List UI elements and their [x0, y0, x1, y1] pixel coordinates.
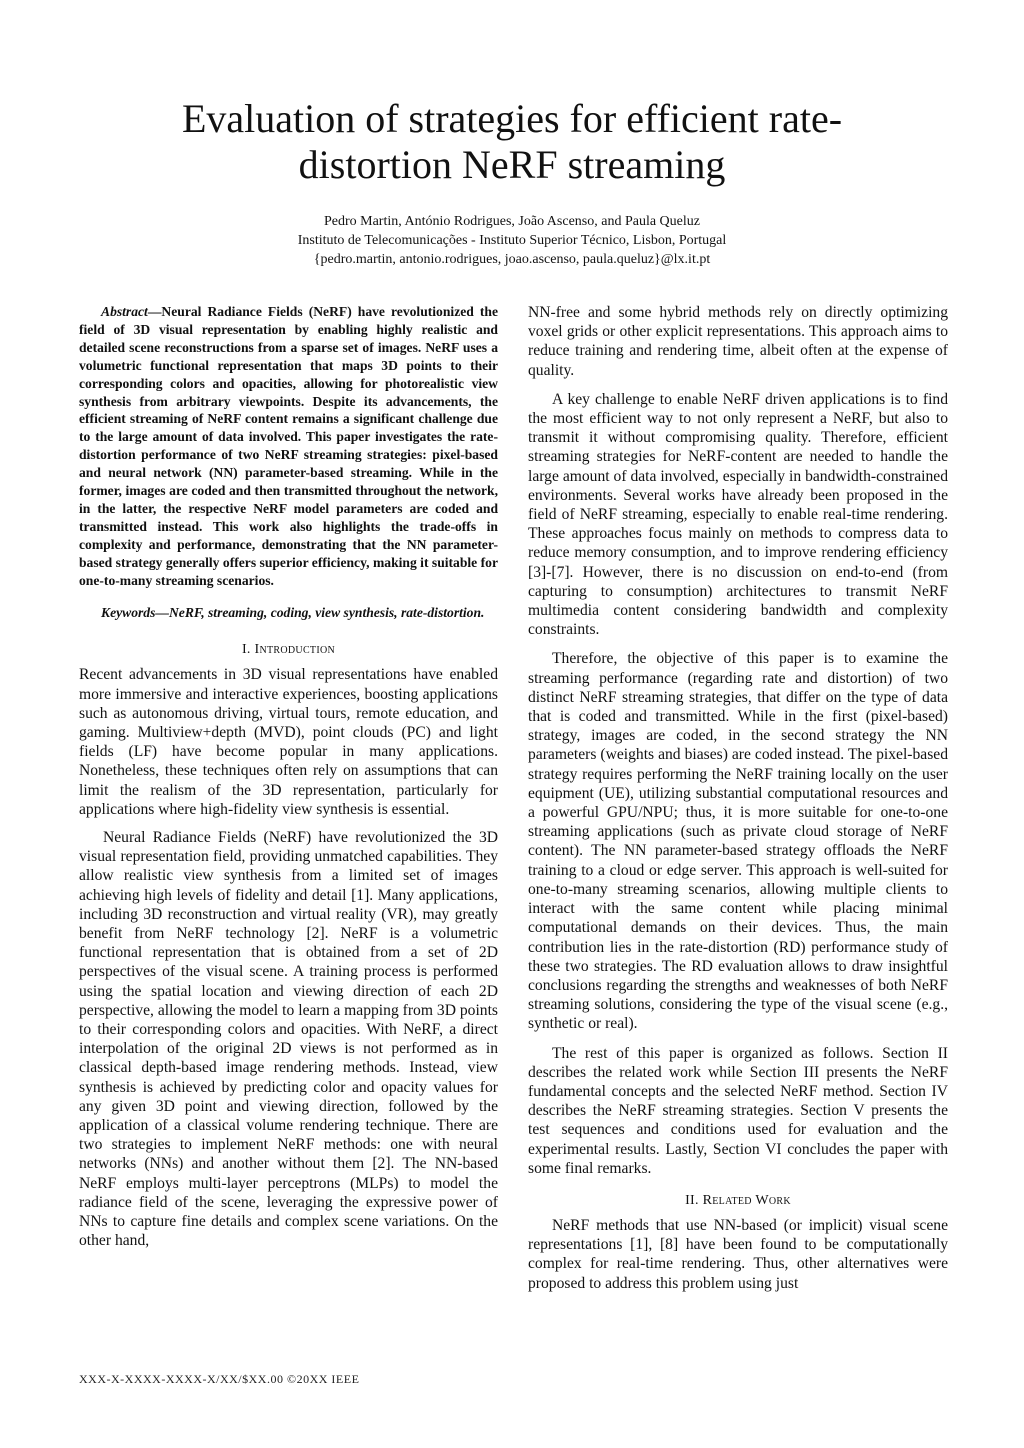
abstract-text: —Neural Radiance Fields (NeRF) have revolutionized the field of 3D visual representation by enabling highly realistic and detailed scene reconstructions from a sparse set of images. NeRF uses a volumetric functional representation that maps 3D points to their corresponding colors and opacities, allowing for photorealistic view synthesis from arbitrary viewpoints. Despite its advancements, the efficient streaming of NeRF content remains a significant challenge due to the large amount of data involved. This paper investigates the rate-distortion performance of two NeRF streaming strategies: pixel-based and neural network (NN) parameter-based streaming. While in the former, images are coded and then transmitted throughout the network, in the latter, the respective NeRF model parameters are coded and transmitted instead. This work also highlights the trade-offs in complexity and performance, demonstrating that the NN parameter-based strategy generally offers superior efficiency, making it suitable for one-to-many streaming scenarios. — [79, 304, 498, 588]
paragraph: NeRF methods that use NN-based (or implicit) visual scene representations [1], [8] have been found to be computationally complex for real-time rendering. Thus, other alternatives were proposed to address this problem using just — [528, 1216, 948, 1292]
paragraph: Recent advancements in 3D visual representations have enabled more immersive and interactive experiences, boosting applications such as autonomous driving, virtual tours, remote education, and gaming. Multiview+depth (MVD), point clouds (PC) and light fields (LF) have become popular in many applications. Nonetheless, these techniques often rely on assumptions that can limit the realism of the 3D representation, particularly for applications where high-fidelity view synthesis is essential. — [79, 666, 498, 818]
section-heading-introduction: I. Introduction — [241, 642, 336, 658]
paragraph: Neural Radiance Fields (NeRF) have revolutionized the 3D visual representation field, providing unmatched capabilities. They allow realistic view synthesis from a limited set of images achieving high levels of fidelity and detail [1]. Many applications, including 3D reconstruction and virtual reality (VR), may greatly benefit from NeRF technology [2]. NeRF is a volumetric functional representation that is obtained from a set of 2D perspectives of the visual scene. A training process is performed using the spatial location and viewing direction of each 2D perspective, allowing the model to learn a mapping from 3D points to their corresponding colors and opacities. With NeRF, a direct interpolation of the original 2D views is not performed as in classical depth-based image rendering methods. Instead, view synthesis is achieved by predicting color and opacity values for any given 3D point and viewing direction, followed by the application of a classical volume rendering technique. There are two strategies to implement NeRF methods: one with neural networks (NNs) and another without them [2]. The NN-based NeRF employs multi-layer perceptrons (MLPs) to model the radiance field of the scene, leveraging the expressive power of NNs to capture fine details and complex scene variations. On the other hand, — [79, 829, 498, 1250]
author-names: Pedro Martin, António Rodrigues, João Ascenso, and Paula Queluz — [323, 214, 700, 229]
paragraph: Therefore, the objective of this paper is to examine the streaming performance (regarding rate and distortion) of two distinct NeRF streaming strategies, that differ on the type of data that is coded and transmitted. While in the first (pixel-based) strategy, images are coded, in the second strategy the NN parameters (weights and biases) are coded instead. The pixel-based strategy requires performing the NeRF training locally on the user equipment (UE), utilizing substantial computational resources and a powerful GPU/NPU; thus, it is more suitable for one-to-one streaming applications (such as private cloud storage of NeRF content). The NN parameter-based strategy offloads the NeRF training to a cloud or edge server. This approach is well-suited for one-to-many streaming scenarios, allowing multiple clients to interact with the same content while placing minimal computational demands on their devices. Thus, the main contribution lies in the rate-distortion (RD) performance study of these two strategies. The RD evaluation allows to draw insightful conclusions regarding the strengths and weaknesses of both NeRF streaming solutions, considering the type of the visual scene (e.g., synthetic or real). — [528, 650, 948, 1033]
author-block — [120, 212, 904, 269]
keywords: Keywords—NeRF, streaming, coding, view synthesis, rate-distortion. — [101, 604, 485, 620]
section-heading-related-work: II. Related Work — [685, 1192, 791, 1208]
author-affiliation: Instituto de Telecomunicações - Instituto Superior Técnico, Lisbon, Portugal — [297, 233, 727, 248]
abstract — [79, 303, 498, 590]
right-column — [528, 303, 948, 1303]
left-column — [79, 303, 498, 1260]
abstract-label: Abstract — [101, 304, 148, 319]
paragraph: NN-free and some hybrid methods rely on directly optimizing voxel grids or other explicit representations. This approach aims to reduce training and rendering time, albeit often at the expense of quality. — [528, 304, 948, 379]
paragraph: A key challenge to enable NeRF driven applications is to find the most efficient way to not only represent a NeRF, but also to transmit it without compromising quality. Therefore, efficient streaming strategies for NeRF-content are needed to handle the large amount of data involved, especially in bandwidth-constrained environments. Several works have already been proposed in the field of NeRF streaming, especially to enable real-time rendering. These approaches focus mainly on methods to compress data to reduce memory consumption, and to improve rendering efficiency [3]-[7]. However, there is no discussion on end-to-end (from capturing to consumption) architectures to transmit NeRF multimedia content considering bandwidth and complexity constraints. — [528, 390, 948, 639]
paragraph: The rest of this paper is organized as follows. Section II describes the related work while Section III presents the NeRF fundamental concepts and the selected NeRF method. Section IV describes the NeRF streaming strategies. Section V presents the test sequences and conditions used for evaluation and the experimental results. Lastly, Section VI concludes the paper with some final remarks. — [528, 1044, 948, 1177]
author-emails: {pedro.martin, antonio.rodrigues, joao.ascenso, paula.queluz}@lx.it.pt — [313, 252, 711, 267]
copyright-footer: XXX-X-XXXX-XXXX-X/XX/$XX.00 ©20XX IEEE — [79, 1372, 360, 1386]
paper-title: Evaluation of strategies for efficient rate-distortion NeRF streaming — [181, 96, 843, 187]
